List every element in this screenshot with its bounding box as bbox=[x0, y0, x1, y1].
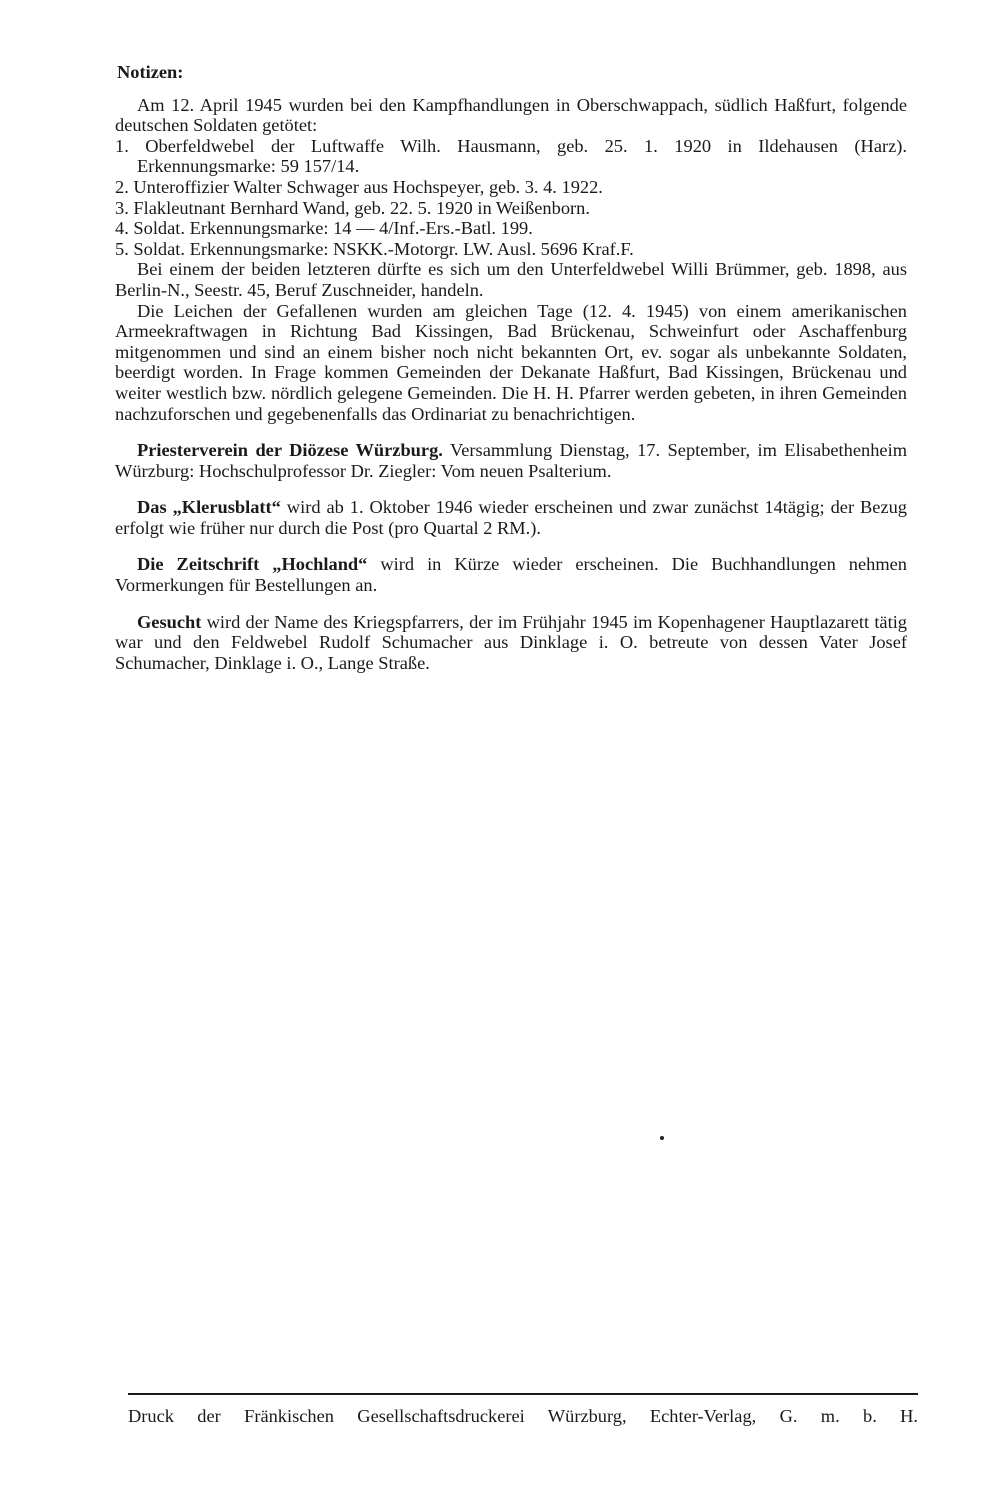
announcement-lead: Gesucht bbox=[137, 611, 202, 632]
soldier-entry-2: 2. Unteroffizier Walter Schwager aus Hochspeyer, geb. 3. 4. 1922. bbox=[115, 176, 603, 197]
notices-heading: Notizen: bbox=[117, 62, 184, 82]
page-content bbox=[115, 62, 907, 673]
announcement-text: wird in Kürze wieder erscheinen. Die Buchhandlungen nehmen Vormerkungen für Bestellungen an. bbox=[115, 554, 907, 596]
notices-paragraph-burial: Die Leichen der Gefallenen wurden am gleichen Tage (12. 4. 1945) von einem amerikanischen Armeekraftwagen in Richtung Bad Kissingen, Bad Brückenau, Schweinfurt oder Aschaffenburg mitgenommen und sind an einem bisher noch nicht bekannten Ort, ev. sogar als unbekannte Soldaten, beerdigt worden. In Frage kommen Gemeinden der Dekanate Haßfurt, Bad Kissingen, Brückenau und weiter westlich bzw. nördlich gelegene Gemeinden. Die H. H. Pfarrer werden gebeten, in ihren Gemeinden nachzuforschen und gegebenenfalls das Ordinariat zu benachrichtigen. bbox=[115, 300, 907, 424]
announcement-lead: Priesterverein der Diözese Würzburg. bbox=[137, 440, 443, 461]
ink-speck bbox=[660, 1136, 664, 1140]
announcement-hochland bbox=[115, 554, 907, 595]
soldier-entry-1: 1. Oberfeldwebel der Luftwaffe Wilh. Hausmann, geb. 25. 1. 1920 in Ildehausen (Harz). Erkennungsmarke: 59 157/14. bbox=[115, 135, 907, 177]
notices-intro: Am 12. April 1945 wurden bei den Kampfhandlungen in Oberschwappach, südlich Haßfurt, folgende deutschen Soldaten getötet: bbox=[115, 94, 907, 136]
soldier-entry-5: 5. Soldat. Erkennungsmarke: NSKK.-Motorgr. LW. Ausl. 5696 Kraf.F. bbox=[115, 238, 634, 259]
announcement-text: Versammlung Dienstag, 17. September, im Elisabethenheim Würzburg: Hochschulprofessor Dr. Ziegler: Vom neuen Psalterium. bbox=[115, 440, 907, 481]
soldier-entry-3: 3. Flakleutnant Bernhard Wand, geb. 22. 5. 1920 in Weißenborn. bbox=[115, 197, 590, 218]
printer-imprint: Druck der Fränkischen Gesellschaftsdruckerei Würzburg, Echter-Verlag, G. m. b. H. bbox=[128, 1406, 918, 1426]
announcement-klerusblatt bbox=[115, 497, 907, 538]
announcement-lead: Das „Klerusblatt“ bbox=[137, 497, 281, 518]
announcement-lead: Die Zeitschrift „Hochland“ bbox=[137, 554, 368, 575]
footer-rule bbox=[128, 1393, 918, 1395]
soldier-list bbox=[115, 136, 907, 260]
soldier-entry-4: 4. Soldat. Erkennungsmarke: 14 — 4/Inf.-Ers.-Batl. 199. bbox=[115, 218, 533, 239]
announcement-text: wird ab 1. Oktober 1946 wieder erscheinen und zwar zunächst 14tägig; der Bezug erfolgt wie früher nur durch die Post (pro Quartal 2 RM.). bbox=[115, 497, 908, 538]
announcement-priesterverein bbox=[115, 440, 907, 481]
notices-paragraph-identity: Bei einem der beiden letzteren dürfte es sich um den Unterfeldwebel Willi Brümmer, geb. 1898, aus Berlin-N., Seestr. 45, Beruf Zuschneider, handeln. bbox=[115, 259, 907, 300]
announcement-gesucht bbox=[115, 612, 907, 674]
announcement-text: wird der Name des Kriegspfarrers, der im Frühjahr 1945 im Kopenhagener Hauptlazarett tätig war und den Feldwebel Rudolf Schumacher aus Dinklage i. O. betreute von dessen Vater Josef Schumacher, Dinklage i. O., Lange Straße. bbox=[115, 611, 907, 673]
